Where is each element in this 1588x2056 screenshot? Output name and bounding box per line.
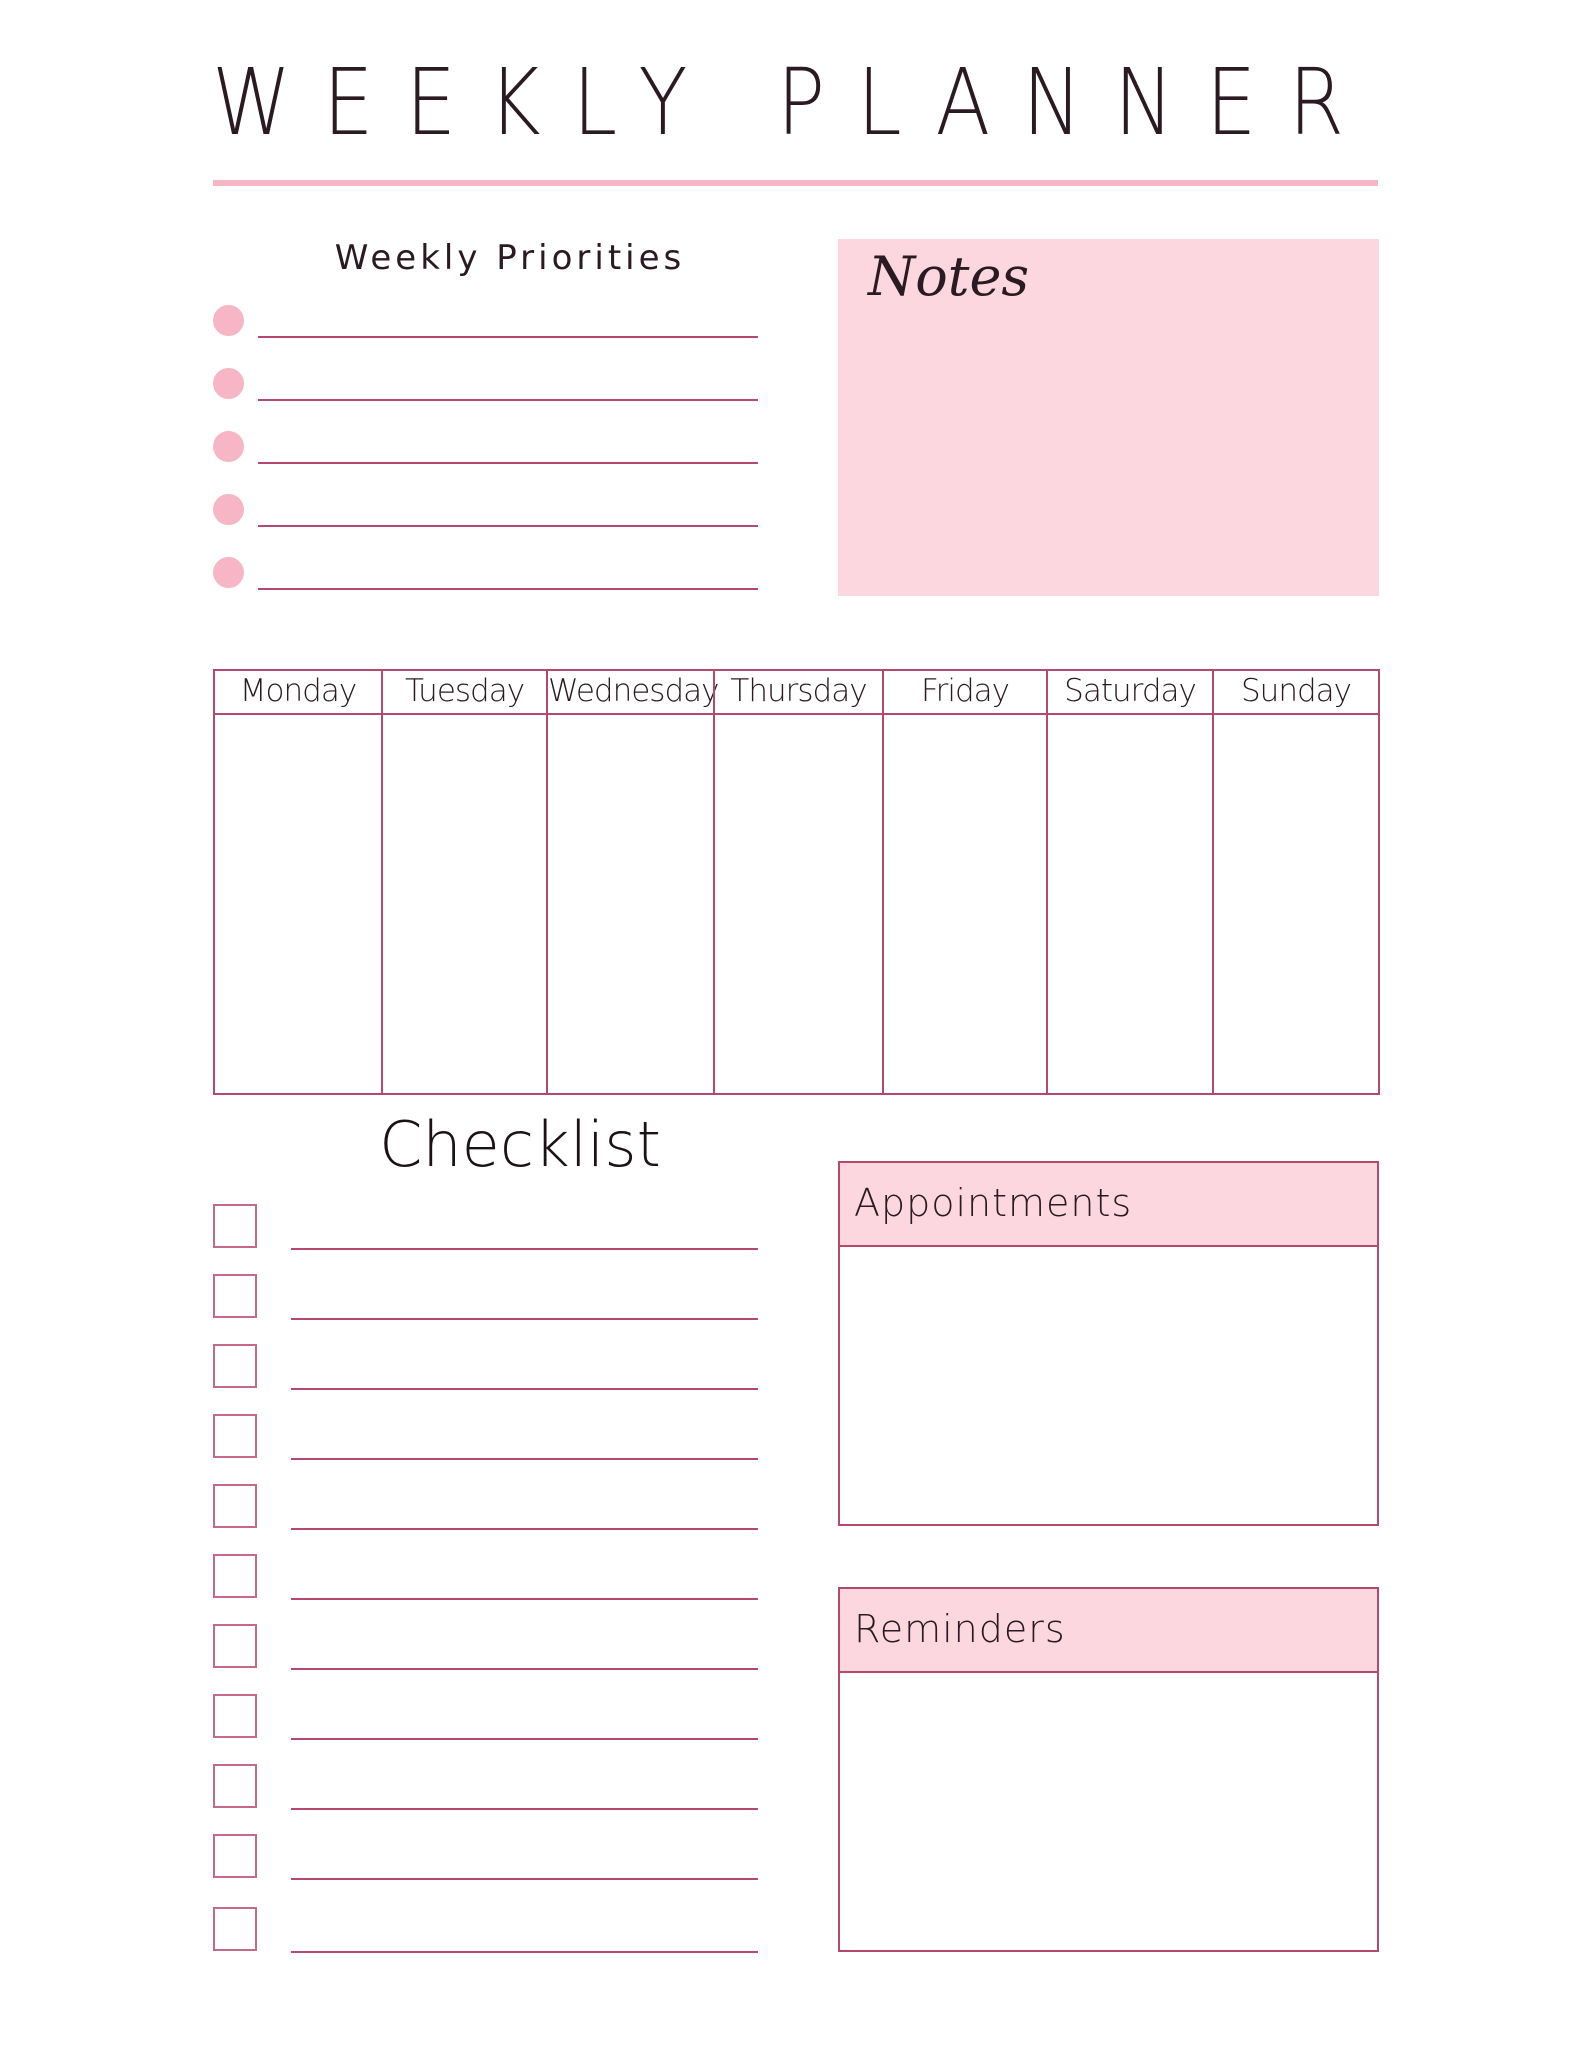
day-column-monday[interactable] bbox=[215, 671, 381, 1093]
notes-panel[interactable] bbox=[838, 239, 1379, 596]
day-label: Saturday bbox=[1064, 673, 1196, 709]
checklist-write-line[interactable] bbox=[291, 1458, 758, 1460]
day-column-wednesday[interactable] bbox=[546, 671, 719, 1093]
checkbox[interactable] bbox=[213, 1907, 257, 1951]
bullet-dot-icon bbox=[213, 305, 244, 336]
checklist-item bbox=[213, 1484, 758, 1532]
checklist-write-line[interactable] bbox=[291, 1738, 758, 1740]
checkbox[interactable] bbox=[213, 1694, 257, 1738]
day-label: Thursday bbox=[730, 673, 867, 709]
checklist-item bbox=[213, 1554, 758, 1602]
checklist-write-line[interactable] bbox=[291, 1528, 758, 1530]
day-column-thursday[interactable] bbox=[713, 671, 882, 1093]
checklist-write-line[interactable] bbox=[291, 1668, 758, 1670]
day-column-friday[interactable] bbox=[882, 671, 1046, 1093]
priority-write-line[interactable] bbox=[258, 399, 758, 401]
reminders-header bbox=[840, 1589, 1377, 1673]
day-column-tuesday[interactable] bbox=[381, 671, 546, 1093]
checklist-write-line[interactable] bbox=[291, 1318, 758, 1320]
checkbox[interactable] bbox=[213, 1344, 257, 1388]
week-table bbox=[213, 669, 1380, 1095]
priority-item bbox=[213, 494, 758, 528]
bullet-dot-icon bbox=[213, 368, 244, 399]
reminders-title: Reminders bbox=[854, 1607, 1066, 1651]
priority-write-line[interactable] bbox=[258, 462, 758, 464]
notes-title: Notes bbox=[868, 245, 1030, 308]
bullet-dot-icon bbox=[213, 557, 244, 588]
day-label: Sunday bbox=[1241, 673, 1351, 709]
priority-item bbox=[213, 557, 758, 591]
checklist-write-line[interactable] bbox=[291, 1878, 758, 1880]
appointments-panel[interactable] bbox=[838, 1161, 1379, 1526]
checkbox[interactable] bbox=[213, 1484, 257, 1528]
checklist-heading: Checklist bbox=[379, 1108, 661, 1181]
checklist-item bbox=[213, 1274, 758, 1322]
checkbox[interactable] bbox=[213, 1554, 257, 1598]
priority-item bbox=[213, 431, 758, 465]
checkbox[interactable] bbox=[213, 1624, 257, 1668]
checkbox[interactable] bbox=[213, 1764, 257, 1808]
day-label: Monday bbox=[239, 673, 357, 709]
priority-item bbox=[213, 368, 758, 402]
bullet-dot-icon bbox=[213, 431, 244, 462]
priority-write-line[interactable] bbox=[258, 336, 758, 338]
checklist-write-line[interactable] bbox=[291, 1248, 758, 1250]
checklist-write-line[interactable] bbox=[291, 1388, 758, 1390]
checklist-item bbox=[213, 1694, 758, 1742]
appointments-header bbox=[840, 1163, 1377, 1247]
day-label: Friday bbox=[921, 673, 1009, 709]
checklist-item bbox=[213, 1414, 758, 1462]
checkbox[interactable] bbox=[213, 1204, 257, 1248]
checkbox[interactable] bbox=[213, 1274, 257, 1318]
checklist-item bbox=[213, 1344, 758, 1392]
appointments-title: Appointments bbox=[854, 1181, 1133, 1225]
day-label: Tuesday bbox=[404, 673, 525, 709]
checkbox[interactable] bbox=[213, 1834, 257, 1878]
day-column-sunday[interactable] bbox=[1212, 671, 1378, 1093]
checklist-write-line[interactable] bbox=[291, 1951, 758, 1953]
checkbox[interactable] bbox=[213, 1414, 257, 1458]
page-title: WEEKLY PLANNER bbox=[211, 49, 1377, 156]
checklist-write-line[interactable] bbox=[291, 1598, 758, 1600]
checklist-item bbox=[213, 1764, 758, 1812]
reminders-panel[interactable] bbox=[838, 1587, 1379, 1952]
day-label: Wednesday bbox=[548, 673, 719, 709]
priorities-heading: Weekly Priorities bbox=[334, 238, 686, 278]
priority-write-line[interactable] bbox=[258, 525, 758, 527]
checklist-item bbox=[213, 1204, 758, 1252]
priority-item bbox=[213, 305, 758, 339]
priority-write-line[interactable] bbox=[258, 588, 758, 590]
checklist-item bbox=[213, 1834, 758, 1882]
checklist-item bbox=[213, 1624, 758, 1672]
checklist-item bbox=[213, 1907, 758, 1955]
checklist-write-line[interactable] bbox=[291, 1808, 758, 1810]
bullet-dot-icon bbox=[213, 494, 244, 525]
day-column-saturday[interactable] bbox=[1046, 671, 1212, 1093]
title-divider bbox=[213, 180, 1378, 186]
